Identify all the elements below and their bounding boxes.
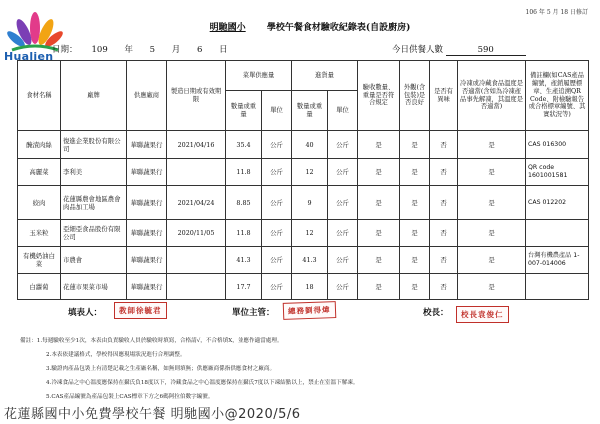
cell-odor: 否	[430, 159, 458, 186]
date-year-unit: 年	[124, 45, 133, 55]
header-notes: 備註欄(如CAS產品編號，產銷履歷標章、生產追溯QR Code、附檢驗報告或合格標章編號、其實狀況等)	[526, 61, 589, 131]
cell-temp: 是	[458, 186, 526, 220]
table-row	[18, 159, 589, 186]
cell-odor: 否	[430, 131, 458, 159]
cell-expiry: 2020/11/05	[167, 220, 226, 247]
header-vendor: 廠牌	[61, 61, 127, 131]
cell-purchase-unit: 公斤	[328, 186, 358, 220]
cell-supply-qty: 11.8	[226, 220, 262, 247]
cell-supply-unit: 公斤	[262, 247, 292, 274]
table-row	[18, 131, 589, 159]
cell-vendor: 花蓮縣農會地區農會肉品加工場	[61, 186, 127, 220]
date-year: 109	[91, 45, 108, 55]
principal-label: 校長：	[423, 308, 449, 318]
date-month: 5	[149, 45, 156, 55]
cell-purchase-qty: 41.3	[292, 247, 328, 274]
header-purchase-group: 進貨量	[292, 61, 358, 91]
cell-odor: 否	[430, 186, 458, 220]
footnote-5: 5.CAS產品編號為產品包裝上CAS標章下方之6碼阿拉伯數字編號。	[46, 394, 214, 400]
table-row	[18, 247, 589, 274]
filler-stamp: 教師徐毓君	[114, 302, 167, 319]
watermark-caption: 花蓮縣國中小免費學校午餐 明馳國小@2020/5/6	[4, 407, 301, 422]
cell-supply-unit: 公斤	[262, 186, 292, 220]
cell-accept: 是	[358, 247, 400, 274]
header-item: 食材名稱	[18, 61, 61, 131]
cell-notes	[526, 220, 589, 247]
header-supply-group: 菜單供應量	[226, 61, 292, 91]
table-row	[18, 274, 589, 300]
cell-notes: CAS 016300	[526, 131, 589, 159]
header-odor: 是否有異味	[430, 61, 458, 131]
cell-purchase-qty: 18	[292, 274, 328, 300]
header-expiry: 製造日期或有效期限	[167, 61, 226, 131]
cell-item: 高麗菜	[18, 159, 61, 186]
cell-item: 玉米粒	[18, 220, 61, 247]
cell-supply-qty: 8.85	[226, 186, 262, 220]
cell-package: 是	[400, 159, 430, 186]
cell-purchase-unit: 公斤	[328, 247, 358, 274]
header-purchase-unit: 單位	[328, 91, 358, 131]
cell-supplier: 華聯蔬果行	[127, 274, 167, 300]
cell-package: 是	[400, 131, 430, 159]
form-name: 學校午餐食材驗收紀錄表(自設廚房)	[266, 23, 411, 33]
cell-supply-unit: 公斤	[262, 159, 292, 186]
cell-package: 是	[400, 220, 430, 247]
cell-item: 醃漬肉絲	[18, 131, 61, 159]
cell-item: 白蘿蔔	[18, 274, 61, 300]
cell-vendor: 復進企業股份有限公司	[61, 131, 127, 159]
table-row	[18, 220, 589, 247]
chief-label: 單位主管：	[232, 308, 275, 318]
cell-temp: 是	[458, 274, 526, 300]
cell-expiry	[167, 274, 226, 300]
header-purchase-qty: 數量或重量	[292, 91, 328, 131]
table-row	[18, 186, 589, 220]
cell-item: 絞肉	[18, 186, 61, 220]
cell-odor: 否	[430, 274, 458, 300]
header-supplier: 供應廠商	[127, 61, 167, 131]
cell-odor: 否	[430, 220, 458, 247]
cell-vendor: 花蓮市果菜市場	[61, 274, 127, 300]
footnote-1: 備註：1.每週驗收至少1次，本表由負責驗收人員於驗收時填寫，合格請√，不合格填X，並應作適當處理。	[20, 338, 283, 344]
cell-notes: QR code 1601001581	[526, 159, 589, 186]
header-accept: 驗收數量、重量是否符合規定	[358, 61, 400, 131]
date-month-unit: 月	[171, 45, 181, 55]
cell-supplier: 華聯蔬果行	[127, 247, 167, 274]
logo-text: Hualien	[4, 50, 54, 63]
cell-expiry	[167, 159, 226, 186]
principal-stamp: 校長袁俊仁	[456, 306, 509, 323]
meal-count-value: 590	[446, 45, 526, 56]
meal-count-label: 今日供餐人數	[392, 45, 444, 55]
header-supply-qty: 數量或重量	[226, 91, 262, 131]
cell-notes	[526, 274, 589, 300]
cell-expiry	[167, 247, 226, 274]
cell-supplier: 華聯蔬果行	[127, 159, 167, 186]
cell-supplier: 華聯蔬果行	[127, 220, 167, 247]
cell-odor: 否	[430, 247, 458, 274]
cell-supply-qty: 11.8	[226, 159, 262, 186]
cell-purchase-qty: 12	[292, 220, 328, 247]
inspection-table	[17, 60, 589, 300]
cell-purchase-qty: 12	[292, 159, 328, 186]
cell-purchase-qty: 9	[292, 186, 328, 220]
header-temp: 冷凍或冷藏食品溫度是否適當(含如為冷凍產品事先解凍，其溫度是否適當)	[458, 61, 526, 131]
filler-label: 填表人：	[68, 308, 103, 318]
school-name: 明馳國小	[209, 23, 246, 33]
cell-purchase-unit: 公斤	[328, 131, 358, 159]
cell-purchase-unit: 公斤	[328, 159, 358, 186]
cell-vendor: 李利美	[61, 159, 127, 186]
cell-package: 是	[400, 247, 430, 274]
cell-package: 是	[400, 186, 430, 220]
chief-stamp: 總務劉得煒	[283, 301, 336, 320]
cell-temp: 是	[458, 131, 526, 159]
header-supply-unit: 單位	[262, 91, 292, 131]
form-title	[160, 20, 460, 33]
cell-supplier: 華聯蔬果行	[127, 186, 167, 220]
cell-expiry: 2021/04/24	[167, 186, 226, 220]
cell-expiry: 2021/04/16	[167, 131, 226, 159]
revision-date: 106 年 5 月 18 日修訂	[525, 9, 588, 16]
cell-supply-qty: 35.4	[226, 131, 262, 159]
cell-accept: 是	[358, 159, 400, 186]
cell-supply-qty: 41.3	[226, 247, 262, 274]
cell-purchase-unit: 公斤	[328, 274, 358, 300]
cell-vendor: 市農會	[61, 247, 127, 274]
meal-count	[392, 43, 526, 56]
cell-accept: 是	[358, 186, 400, 220]
cell-purchase-unit: 公斤	[328, 220, 358, 247]
cell-supply-unit: 公斤	[262, 220, 292, 247]
cell-package: 是	[400, 274, 430, 300]
cell-supply-unit: 公斤	[262, 131, 292, 159]
footnote-3: 3.驗證肉產品包裝上有清楚記載之生產廠名稱，如無則填無；供應廠商係指供應食材之廠商。	[46, 366, 276, 372]
footnote-2: 2.本表依建議格式，學校得因應現場狀況進行合理調整。	[46, 352, 186, 358]
cell-notes: CAS 012202	[526, 186, 589, 220]
cell-supply-unit: 公斤	[262, 274, 292, 300]
cell-temp: 是	[458, 247, 526, 274]
cell-accept: 是	[358, 274, 400, 300]
date-day-unit: 日	[219, 45, 228, 55]
header-package: 外觀(含包裝)是否良好	[400, 61, 430, 131]
cell-accept: 是	[358, 220, 400, 247]
cell-item: 有機奶油白菜	[18, 247, 61, 274]
cell-supplier: 華聯蔬果行	[127, 131, 167, 159]
cell-notes: 台灣有機農產品 1-007-014006	[526, 247, 589, 274]
cell-accept: 是	[358, 131, 400, 159]
cell-temp: 是	[458, 220, 526, 247]
cell-temp: 是	[458, 159, 526, 186]
date-label: 日期：	[52, 45, 78, 55]
date-line	[52, 43, 242, 55]
cell-supply-qty: 17.7	[226, 274, 262, 300]
cell-purchase-qty: 40	[292, 131, 328, 159]
footnote-4: 4.冷凍食品之中心溫度應保持在攝氏負18度以下，冷藏食品之中心溫度應保持在攝氏7度以下凍結點以上，禁止在室溫下解凍。	[46, 380, 359, 386]
cell-vendor: 亞細亞食品股份有限公司	[61, 220, 127, 247]
date-day: 6	[197, 45, 203, 55]
